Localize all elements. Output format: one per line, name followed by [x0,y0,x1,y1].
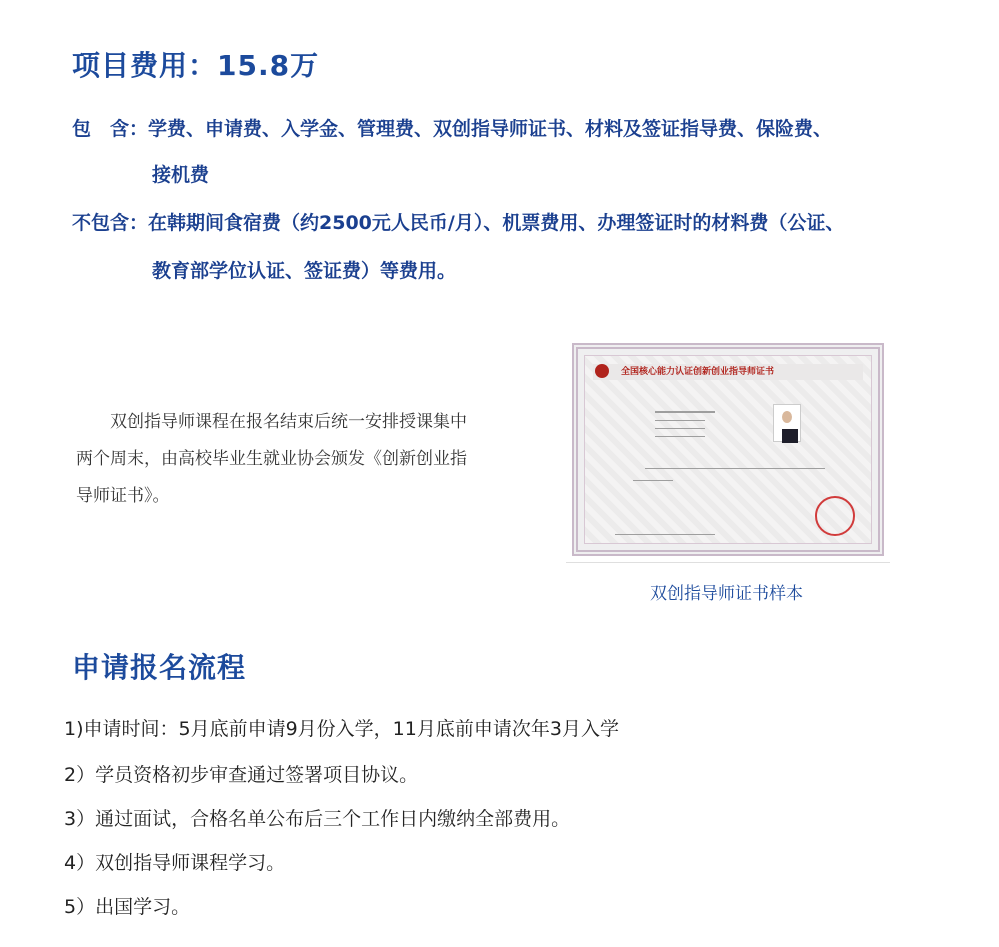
certificate-heading: 全国核心能力认证创新创业指导师证书 [621,367,775,377]
certificate-text-line [655,436,705,437]
photo-face [782,411,792,423]
process-step: 2）学员资格初步审查通过签署项目协议。 [64,764,419,786]
certificate-logo-icon [595,364,609,378]
exclude-text-2: 教育部学位认证、签证费）等费用。 [152,260,457,282]
certificate-text-line [615,534,715,535]
certificate-photo [773,404,801,442]
fee-title: 项目费用：15.8万 [72,49,320,82]
process-step: 3）通过面试，合格名单公布后三个工作日内缴纳全部费用。 [64,808,571,830]
include-row [72,114,832,141]
certificate-background [584,355,872,544]
certificate-text-line [633,480,673,481]
certificate-caption: 双创指导师证书样本 [650,584,803,604]
include-text-2: 接机费 [152,164,210,186]
include-label: 包 含： [72,118,149,140]
exclude-row [72,208,844,235]
certificate-image [572,343,884,556]
exclude-text-1: 在韩期间食宿费（约2500元人民币/月）、机票费用、办理签证时的材料费（公证、 [148,212,845,234]
process-step: 5）出国学习。 [64,896,191,918]
intro-line-2: 两个周末，由高校毕业生就业协会颁发《创新创业指 [76,449,467,469]
certificate-text-line [655,411,715,413]
intro-line-1: 双创指导师课程在报名结束后统一安排授课集中 [76,412,467,432]
certificate-seal [815,496,855,536]
certificate-text-line [655,428,705,429]
include-text-1: 学费、申请费、入学金、管理费、双创指导师证书、材料及签证指导费、保险费、 [148,118,833,140]
image-baseline [566,562,890,563]
process-step: 1)申请时间：5月底前申请9月份入学，11月底前申请次年3月入学 [64,718,619,740]
intro-line-3: 导师证书》。 [76,486,170,506]
exclude-label: 不包含： [72,212,149,234]
process-step: 4）双创指导师课程学习。 [64,852,286,874]
process-title: 申请报名流程 [72,651,247,684]
photo-body [782,429,798,443]
certificate-text-line [655,420,705,421]
intro-paragraph [76,404,526,515]
certificate-text-line [645,468,825,469]
